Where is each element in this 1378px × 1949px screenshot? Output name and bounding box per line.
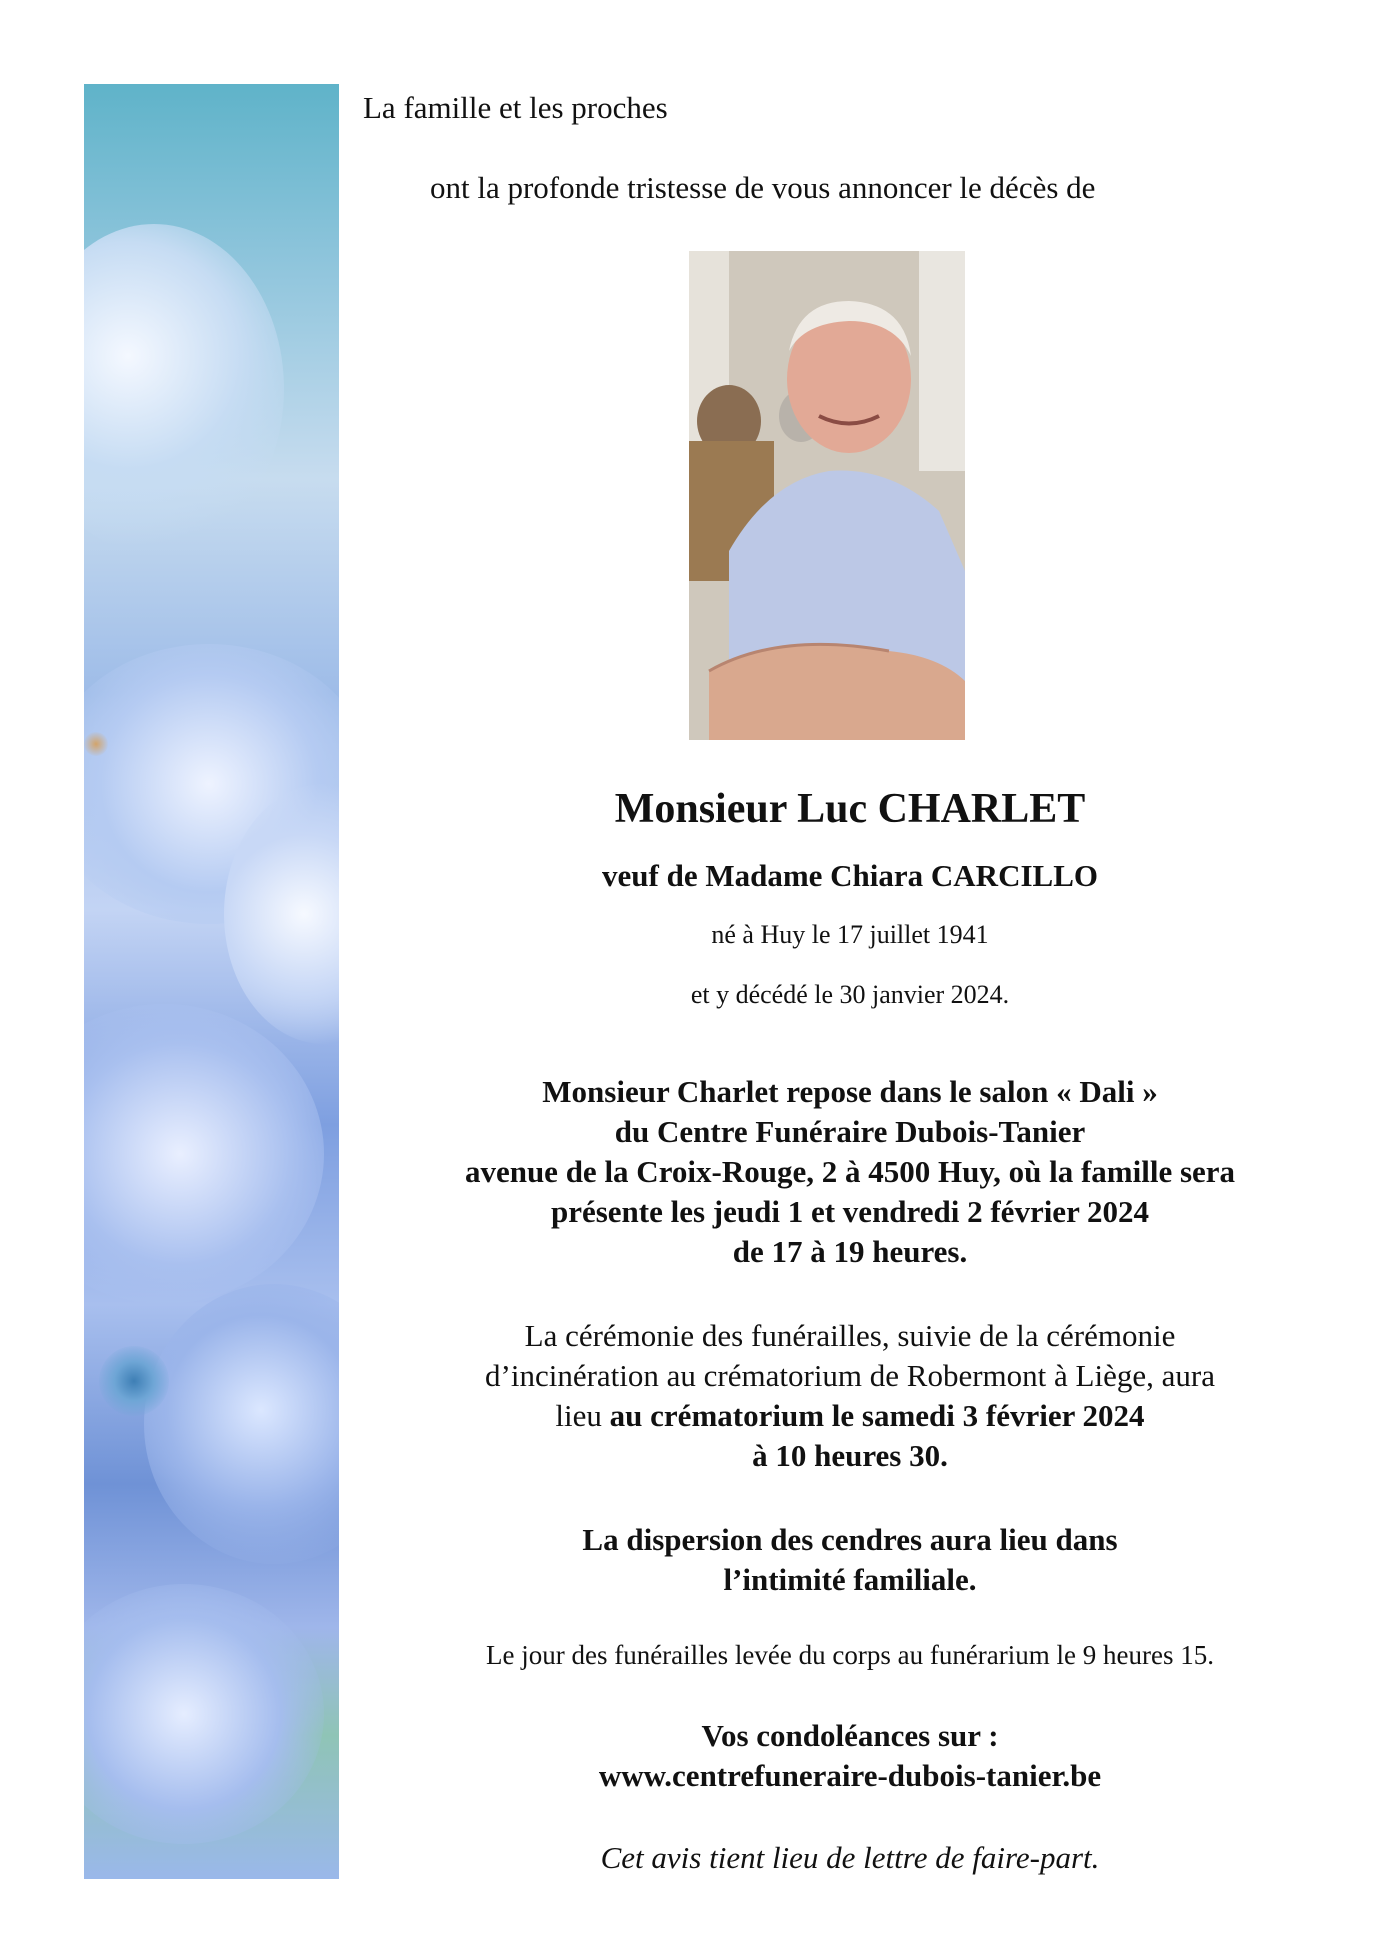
closing-line: Cet avis tient lieu de lettre de faire-part. <box>600 1840 1100 1875</box>
spouse-line: veuf de Madame Chiara CARCILLO <box>602 858 1098 893</box>
condolences-label: Vos condoléances sur : <box>701 1718 999 1753</box>
intro-announcement-line: ont la profonde tristesse de vous annoncer le décès de <box>430 170 1096 205</box>
ceremony-line-3-bold: au crématorium le samedi 3 février 2024 <box>609 1398 1145 1433</box>
intro-family-line: La famille et les proches <box>363 90 668 125</box>
visitation-line-1: Monsieur Charlet repose dans le salon « Dali » <box>542 1074 1158 1109</box>
dispersion-line-2: l’intimité familiale. <box>723 1562 977 1597</box>
ceremony-line-4: à 10 heures 30. <box>752 1438 948 1473</box>
visitation-line-5: de 17 à 19 heures. <box>732 1234 968 1269</box>
portrait-photo <box>689 251 965 740</box>
death-line: et y décédé le 30 janvier 2024. <box>690 980 1010 1009</box>
visitation-line-2: du Centre Funéraire Dubois-Tanier <box>614 1114 1086 1149</box>
visitation-line-3: avenue de la Croix-Rouge, 2 à 4500 Huy, où la famille sera <box>464 1154 1236 1189</box>
ceremony-line-1: La cérémonie des funérailles, suivie de la cérémonie <box>524 1318 1176 1353</box>
portrait-illustration <box>689 251 965 740</box>
hydrangea-flower-strip <box>84 84 339 1879</box>
birth-line: né à Huy le 17 juillet 1941 <box>711 920 989 949</box>
dispersion-line-1: La dispersion des cendres aura lieu dans <box>582 1522 1118 1557</box>
deceased-name: Monsieur Luc CHARLET <box>614 786 1086 832</box>
visitation-line-4: présente les jeudi 1 et vendredi 2 février 2024 <box>550 1194 1150 1229</box>
ceremony-line-2: d’incinération au crématorium de Robermont à Liège, aura <box>485 1358 1215 1393</box>
ceremony-line-3-plain: lieu <box>555 1398 610 1433</box>
levee-line: Le jour des funérailles levée du corps au funérarium le 9 heures 15. <box>486 1640 1214 1670</box>
ceremony-line-3 <box>350 1398 1350 1434</box>
condolences-url[interactable]: www.centrefuneraire-dubois-tanier.be <box>598 1758 1102 1793</box>
